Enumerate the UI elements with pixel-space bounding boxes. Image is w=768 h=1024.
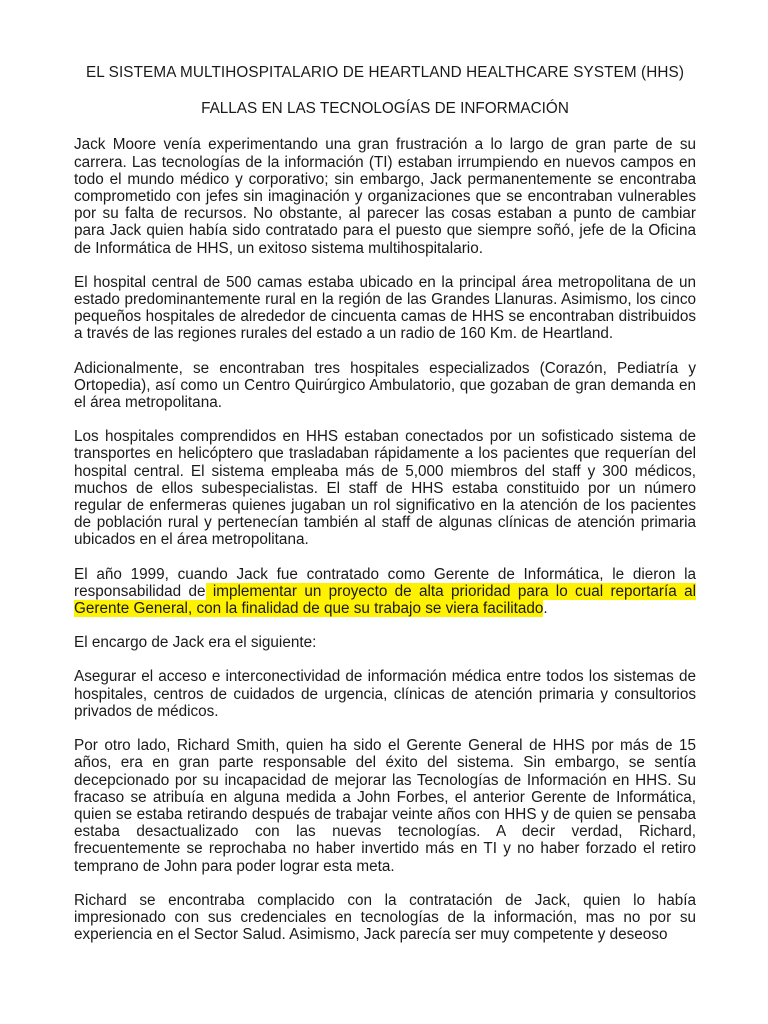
paragraph-9: Richard se encontraba complacido con la contratación de Jack, quien lo había impresionado con sus credenciales en tecnologías de la información, mas no por su experiencia en el Sector Salud. Asimismo, Jack parecía ser muy competente y deseoso [74,891,696,944]
paragraph-4: Los hospitales comprendidos en HHS estaban conectados por un sofisticado sistema de transportes en helicóptero que trasladaban rápidamente a los pacientes que requerían del hospital central. El sistema empleaba más de 5,000 miembros del staff y 300 médicos, muchos de ellos subespecialistas. El staff de HHS estaba constituido por un número regular de enfermeras quienes jugaban un rol significativo en la atención de los pacientes de población rural y pertenecían también al staff de algunas clínicas de atención primaria ubicados en el área metropolitana. [74,428,696,549]
document-page [74,64,696,943]
paragraph-2: El hospital central de 500 camas estaba ubicado en la principal área metropolitana de un estado predominantemente rural en la región de las Grandes Llanuras. Asimismo, los cinco pequeños hospitales de alrededor de cincuenta camas de HHS se encontraban distribuidos a través de las regiones rurales del estado a un radio de 160 Km. de Heartland. [74,273,696,343]
paragraph-3: Adicionalmente, se encontraban tres hospitales especializados (Corazón, Pediatría y Ortopedia), así como un Centro Quirúrgico Ambulatorio, que gozaban de gran demanda en el área metropolitana. [74,359,696,412]
paragraph-6: El encargo de Jack era el siguiente: [74,634,317,652]
paragraph-1: Jack Moore venía experimentando una gran frustración a lo largo de gran parte de su carrera. Las tecnologías de la información (TI) estaban irrumpiendo en nuevos campos en todo el mundo médico y corporativo; sin embargo, Jack permanentemente se encontraba comprometido con jefes sin imaginación y organizaciones que se encontraban vulnerables por su falta de recursos. No obstante, al parecer las cosas estaban a punto de cambiar para Jack quien había sido contratado para el puesto que siempre soñó, jefe de la Oficina de Informática de HHS, un exitoso sistema multihospitalario. [74,136,696,257]
document-title: EL SISTEMA MULTIHOSPITALARIO DE HEARTLAND HEALTHCARE SYSTEM (HHS) [85,64,685,81]
paragraph-8: Por otro lado, Richard Smith, quien ha sido el Gerente General de HHS por más de 15 años, era en gran parte responsable del éxito del sistema. Sin embargo, se sentía decepcionado por su incapacidad de mejorar las Tecnologías de Información en HHS. Su fracaso se atribuía en alguna medida a John Forbes, el anterior Gerente de Informática, quien se estaba retirando después de trabajar veinte años con HHS y de quien se pensaba estaba desactualizado con las nuevas tecnologías. A decir verdad, Richard, frecuentemente se reprochaba no haber invertido más en TI y no haber forzado el retiro temprano de John para poder lograr esta meta. [74,737,696,875]
document-subtitle: FALLAS EN LAS TECNOLOGÍAS DE INFORMACIÓN [201,100,569,118]
paragraph-5 [74,566,696,618]
paragraph-5-text: El año 1999, cuando Jack fue contratado como Gerente de Informática, le dieron la responsabilidad de [74,565,696,600]
paragraph-7: Asegurar el acceso e interconectividad de información médica entre todos los sistemas de hospitales, centros de cuidados de urgencia, clínicas de atención primaria y consultorios privados de médicos. [74,668,696,720]
paragraph-5-end: . [543,600,548,618]
highlighted-text: implementar un proyecto de alta prioridad para lo cual reportaría al Gerente General, con la finalidad de que su trabajo se viera facilitado [74,582,696,618]
